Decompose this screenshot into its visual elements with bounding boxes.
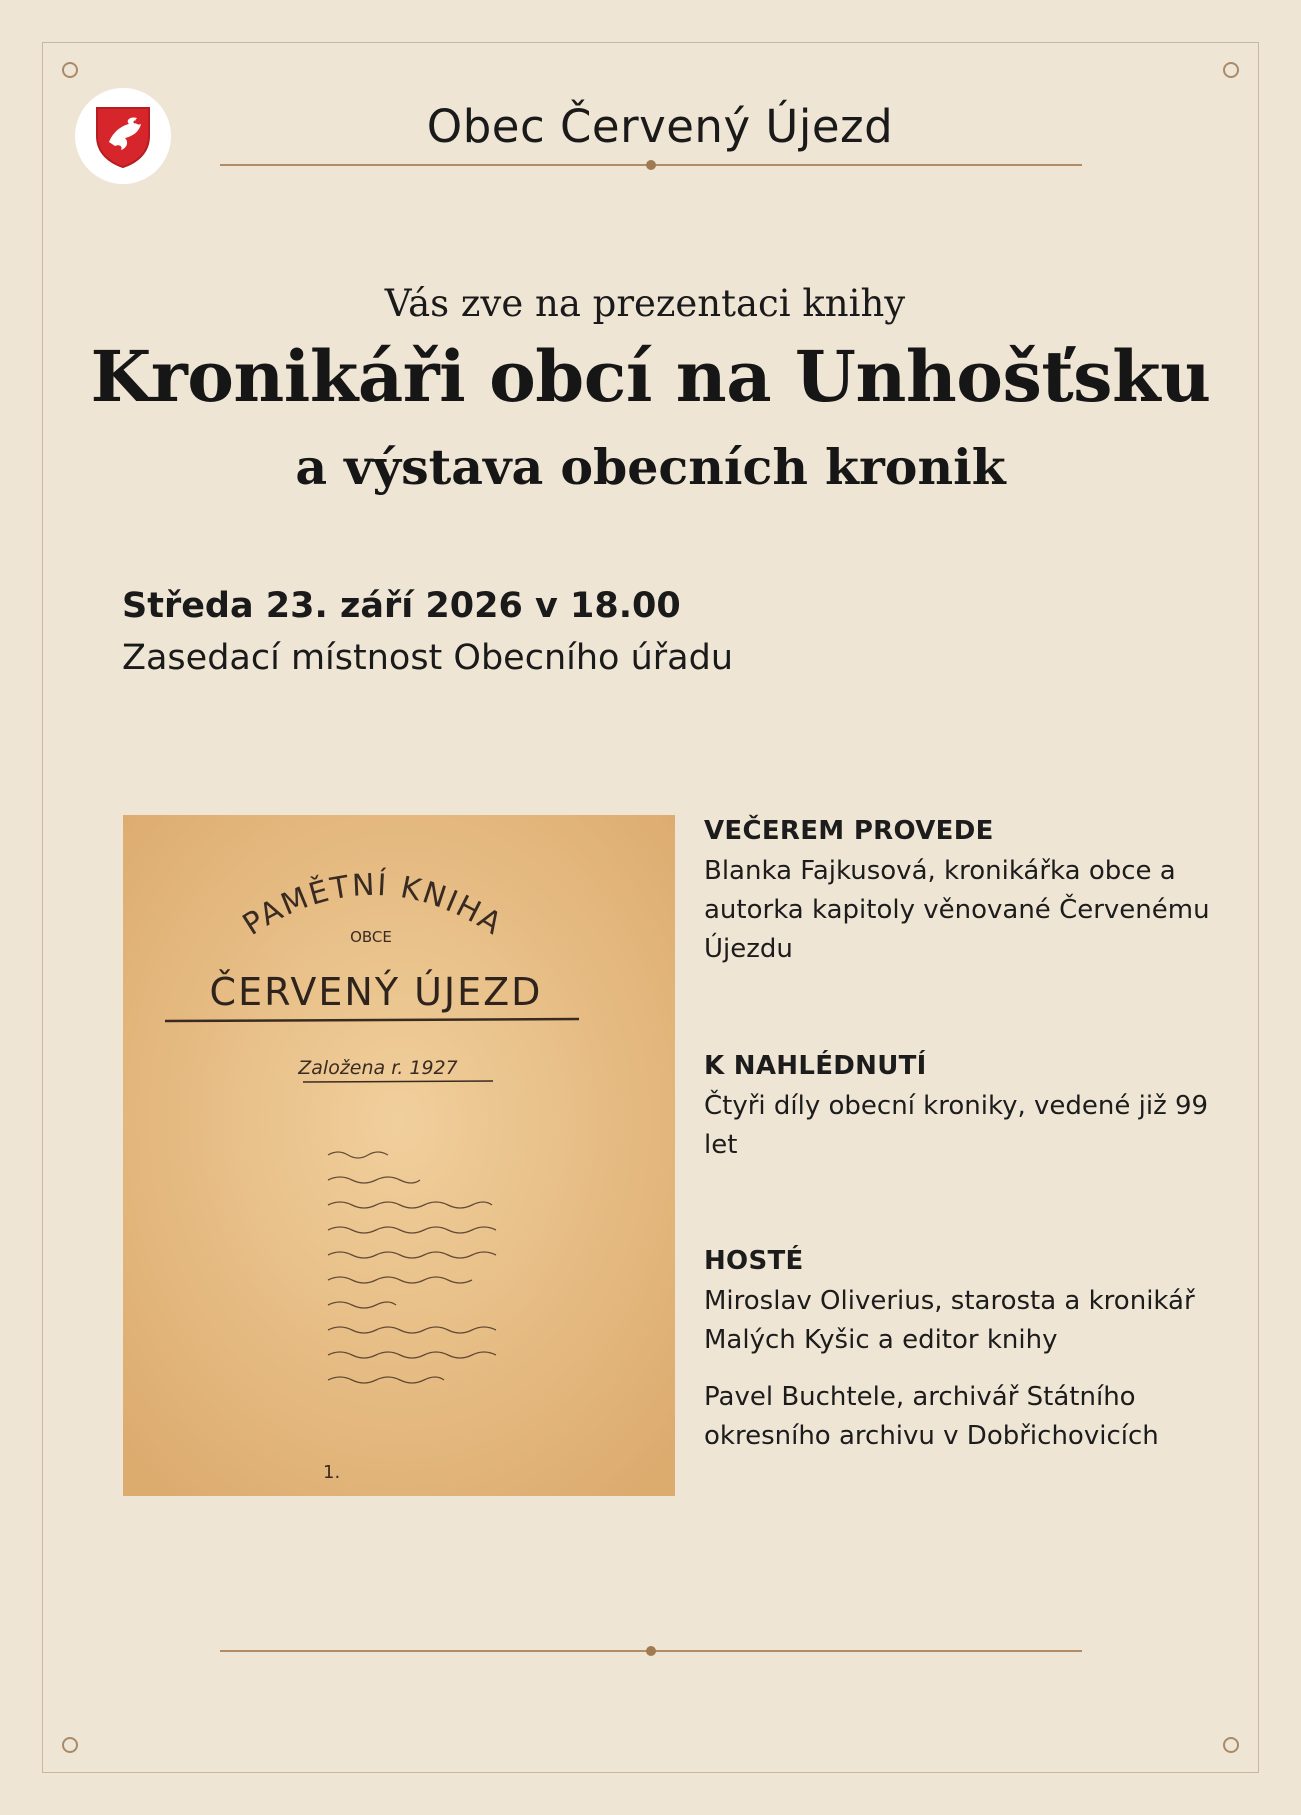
section-text: Pavel Buchtele, archivář Státního okresního archivu v Dobřichovicích <box>704 1382 1159 1451</box>
section-heading: K NAHLÉDNUTÍ <box>704 1051 927 1081</box>
photo-founded: Založena r. 1927 <box>298 1057 458 1079</box>
photo-title-arc: PAMĚTNÍ KNIHA <box>236 867 510 943</box>
footer-divider-dot <box>646 1646 656 1656</box>
corner-ornament-top-right <box>1223 62 1239 78</box>
corner-ornament-bottom-right <box>1223 1737 1239 1753</box>
town-name: Obec Červený Újezd <box>426 100 894 153</box>
corner-ornament-bottom-left <box>62 1737 78 1753</box>
chronicle-cover-photo <box>123 815 675 1496</box>
section-text: Miroslav Oliverius, starosta a kronikář Malých Kyšic a editor knihy <box>704 1286 1195 1355</box>
event-venue: Zasedací místnost Obecního úřadu <box>122 638 733 678</box>
photo-obce: OBCE <box>350 928 392 946</box>
header-divider-dot <box>646 160 656 170</box>
event-date-time: Středa 23. září 2026 v 18.00 <box>122 586 681 626</box>
invitation-intro: Vás zve na prezentaci knihy <box>384 282 906 325</box>
exhibition-subtitle: a výstava obecních kronik <box>295 438 1006 496</box>
section-text: Blanka Fajkusová, kronikářka obce a autorka kapitoly věnované Červenému Újezdu <box>704 856 1210 964</box>
section-viewing <box>704 1051 1224 1165</box>
section-guests <box>704 1246 1224 1456</box>
section-heading: VEČEREM PROVEDE <box>704 816 994 846</box>
section-text: Čtyři díly obecní kroniky, vedené již 99 let <box>704 1091 1209 1160</box>
corner-ornament-top-left <box>62 62 78 78</box>
section-host <box>704 816 1224 969</box>
book-title: Kronikáři obcí na Unhošťsku <box>90 335 1211 418</box>
photo-volume: 1. <box>323 1462 341 1483</box>
photo-name: ČERVENÝ ÚJEZD <box>209 970 543 1014</box>
section-heading: HOSTÉ <box>704 1246 804 1276</box>
